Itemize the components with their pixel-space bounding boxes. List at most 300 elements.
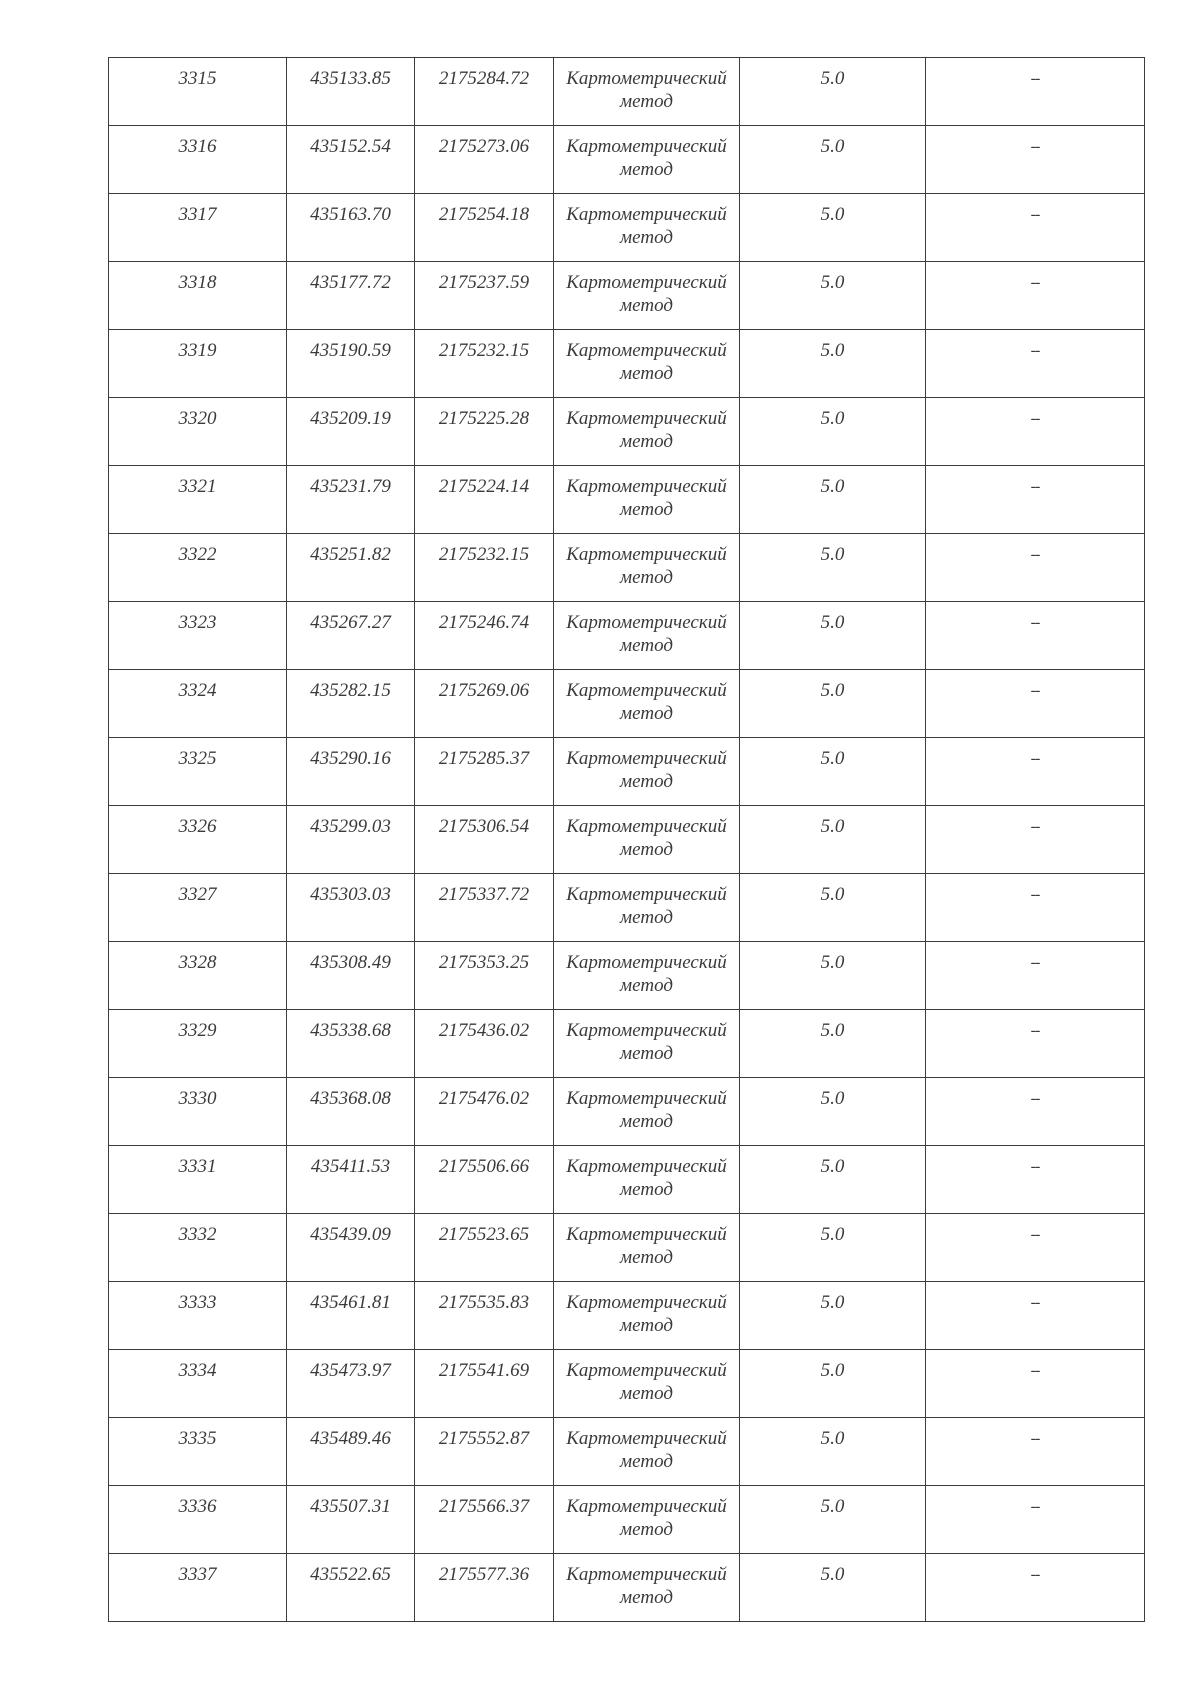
point-number-text: 3335 <box>178 1428 217 1449</box>
point-number-text: 3328 <box>178 952 217 973</box>
method-cell <box>554 262 740 330</box>
accuracy-text: 5.0 <box>820 1292 845 1313</box>
method-text-line1: Картометрический <box>566 340 727 361</box>
accuracy-cell <box>740 1554 926 1622</box>
table-row <box>109 806 1145 874</box>
method-text-line1: Картометрический <box>566 476 727 497</box>
note-cell <box>926 1282 1145 1350</box>
note-cell <box>926 330 1145 398</box>
y-coordinate-text: 2175436.02 <box>438 1020 530 1041</box>
point-number-text: 3330 <box>178 1088 217 1109</box>
y-coordinate-text: 2175337.72 <box>438 884 530 905</box>
point-number-cell <box>109 398 287 466</box>
point-number-cell <box>109 58 287 126</box>
note-text: -- <box>1030 546 1040 563</box>
y-coordinate-cell <box>415 1214 554 1282</box>
note-cell <box>926 398 1145 466</box>
point-number-cell <box>109 466 287 534</box>
y-coordinate-cell <box>415 194 554 262</box>
accuracy-cell <box>740 1418 926 1486</box>
table-row <box>109 1554 1145 1622</box>
accuracy-cell <box>740 1214 926 1282</box>
y-coordinate-text: 2175577.36 <box>438 1564 530 1585</box>
method-text-line2: метод <box>620 839 673 860</box>
accuracy-text: 5.0 <box>820 476 845 497</box>
method-cell <box>554 330 740 398</box>
accuracy-cell <box>740 1146 926 1214</box>
point-number-text: 3333 <box>178 1292 217 1313</box>
method-cell <box>554 1146 740 1214</box>
method-text-line1: Картометрический <box>566 1020 727 1041</box>
table-row <box>109 602 1145 670</box>
x-coordinate-text: 435133.85 <box>310 68 391 89</box>
point-number-text: 3327 <box>178 884 217 905</box>
method-text-line1: Картометрический <box>566 1428 727 1449</box>
y-coordinate-text: 2175246.74 <box>438 612 530 633</box>
method-text-line2: метод <box>620 363 673 384</box>
table-row <box>109 534 1145 602</box>
method-text-line2: метод <box>620 1587 673 1608</box>
x-coordinate-text: 435177.72 <box>310 272 391 293</box>
note-text: -- <box>1030 342 1040 359</box>
x-coordinate-text: 435303.03 <box>310 884 391 905</box>
accuracy-text: 5.0 <box>820 1360 845 1381</box>
y-coordinate-text: 2175232.15 <box>438 340 530 361</box>
method-text-line1: Картометрический <box>566 952 727 973</box>
accuracy-text: 5.0 <box>820 612 845 633</box>
method-cell <box>554 126 740 194</box>
note-cell <box>926 1486 1145 1554</box>
point-number-text: 3329 <box>178 1020 217 1041</box>
point-number-text: 3321 <box>178 476 217 497</box>
note-cell <box>926 1554 1145 1622</box>
point-number-cell <box>109 1282 287 1350</box>
point-number-cell <box>109 330 287 398</box>
y-coordinate-text: 2175225.28 <box>438 408 530 429</box>
method-text-line1: Картометрический <box>566 1564 727 1585</box>
table-row <box>109 58 1145 126</box>
x-coordinate-cell <box>287 466 415 534</box>
method-text-line2: метод <box>620 159 673 180</box>
accuracy-text: 5.0 <box>820 1020 845 1041</box>
y-coordinate-cell <box>415 262 554 330</box>
x-coordinate-cell <box>287 194 415 262</box>
method-cell <box>554 670 740 738</box>
y-coordinate-cell <box>415 670 554 738</box>
note-text: -- <box>1030 818 1040 835</box>
point-number-cell <box>109 1010 287 1078</box>
point-number-text: 3317 <box>178 204 217 225</box>
method-text-line2: метод <box>620 975 673 996</box>
table-row <box>109 874 1145 942</box>
accuracy-cell <box>740 330 926 398</box>
point-number-text: 3316 <box>178 136 217 157</box>
accuracy-cell <box>740 466 926 534</box>
note-text: -- <box>1030 410 1040 427</box>
point-number-cell <box>109 1486 287 1554</box>
method-text-line1: Картометрический <box>566 1088 727 1109</box>
y-coordinate-cell <box>415 602 554 670</box>
table-row <box>109 466 1145 534</box>
accuracy-text: 5.0 <box>820 272 845 293</box>
note-cell <box>926 466 1145 534</box>
x-coordinate-cell <box>287 1350 415 1418</box>
point-number-cell <box>109 806 287 874</box>
x-coordinate-text: 435251.82 <box>310 544 391 565</box>
y-coordinate-cell <box>415 398 554 466</box>
y-coordinate-cell <box>415 1486 554 1554</box>
method-text-line2: метод <box>620 1383 673 1404</box>
y-coordinate-text: 2175353.25 <box>438 952 530 973</box>
accuracy-text: 5.0 <box>820 1428 845 1449</box>
table-row <box>109 1486 1145 1554</box>
y-coordinate-cell <box>415 806 554 874</box>
table-row <box>109 194 1145 262</box>
table-row <box>109 1282 1145 1350</box>
accuracy-text: 5.0 <box>820 340 845 361</box>
y-coordinate-text: 2175566.37 <box>438 1496 530 1517</box>
x-coordinate-cell <box>287 1214 415 1282</box>
method-text-line2: метод <box>620 1451 673 1472</box>
method-text-line1: Картометрический <box>566 408 727 429</box>
y-coordinate-text: 2175254.18 <box>438 204 530 225</box>
method-cell <box>554 1554 740 1622</box>
x-coordinate-text: 435507.31 <box>310 1496 391 1517</box>
accuracy-text: 5.0 <box>820 816 845 837</box>
method-text-line2: метод <box>620 1247 673 1268</box>
method-text-line1: Картометрический <box>566 680 727 701</box>
table-row <box>109 330 1145 398</box>
point-number-text: 3318 <box>178 272 217 293</box>
method-text-line1: Картометрический <box>566 1360 727 1381</box>
x-coordinate-text: 435368.08 <box>310 1088 391 1109</box>
method-text-line2: метод <box>620 1111 673 1132</box>
note-cell <box>926 1418 1145 1486</box>
note-text: -- <box>1030 1566 1040 1583</box>
accuracy-text: 5.0 <box>820 680 845 701</box>
note-text: -- <box>1030 70 1040 87</box>
accuracy-text: 5.0 <box>820 1496 845 1517</box>
note-cell <box>926 534 1145 602</box>
point-number-text: 3337 <box>178 1564 217 1585</box>
method-text-line2: метод <box>620 1315 673 1336</box>
table-row <box>109 1214 1145 1282</box>
note-cell <box>926 806 1145 874</box>
accuracy-cell <box>740 670 926 738</box>
x-coordinate-text: 435461.81 <box>310 1292 391 1313</box>
x-coordinate-text: 435411.53 <box>310 1156 391 1177</box>
method-text-line1: Картометрический <box>566 1224 727 1245</box>
note-cell <box>926 194 1145 262</box>
y-coordinate-text: 2175541.69 <box>438 1360 530 1381</box>
x-coordinate-cell <box>287 1282 415 1350</box>
point-number-text: 3322 <box>178 544 217 565</box>
method-cell <box>554 942 740 1010</box>
x-coordinate-text: 435163.70 <box>310 204 391 225</box>
accuracy-cell <box>740 126 926 194</box>
x-coordinate-cell <box>287 738 415 806</box>
y-coordinate-cell <box>415 1010 554 1078</box>
table-row <box>109 738 1145 806</box>
method-cell <box>554 874 740 942</box>
x-coordinate-text: 435489.46 <box>310 1428 391 1449</box>
method-cell <box>554 602 740 670</box>
note-text: -- <box>1030 274 1040 291</box>
point-number-cell <box>109 194 287 262</box>
accuracy-cell <box>740 602 926 670</box>
y-coordinate-text: 2175476.02 <box>438 1088 530 1109</box>
x-coordinate-cell <box>287 806 415 874</box>
method-text-line2: метод <box>620 635 673 656</box>
x-coordinate-cell <box>287 330 415 398</box>
point-number-text: 3319 <box>178 340 217 361</box>
accuracy-cell <box>740 1350 926 1418</box>
x-coordinate-text: 435522.65 <box>310 1564 391 1585</box>
note-text: -- <box>1030 206 1040 223</box>
method-cell <box>554 534 740 602</box>
method-cell <box>554 194 740 262</box>
y-coordinate-cell <box>415 1078 554 1146</box>
accuracy-text: 5.0 <box>820 408 845 429</box>
method-text-line2: метод <box>620 1043 673 1064</box>
accuracy-cell <box>740 942 926 1010</box>
point-number-text: 3320 <box>178 408 217 429</box>
table-row <box>109 670 1145 738</box>
point-number-text: 3331 <box>178 1156 217 1177</box>
method-text-line1: Картометрический <box>566 612 727 633</box>
method-text-line2: метод <box>620 567 673 588</box>
note-text: -- <box>1030 1430 1040 1447</box>
table-row <box>109 262 1145 330</box>
method-cell <box>554 1214 740 1282</box>
table-body <box>109 58 1145 1622</box>
accuracy-text: 5.0 <box>820 204 845 225</box>
y-coordinate-text: 2175306.54 <box>438 816 530 837</box>
point-number-cell <box>109 942 287 1010</box>
method-text-line1: Картометрический <box>566 884 727 905</box>
point-number-text: 3323 <box>178 612 217 633</box>
note-cell <box>926 1214 1145 1282</box>
point-number-text: 3332 <box>178 1224 217 1245</box>
y-coordinate-cell <box>415 738 554 806</box>
accuracy-cell <box>740 1282 926 1350</box>
method-text-line2: метод <box>620 907 673 928</box>
y-coordinate-cell <box>415 1350 554 1418</box>
accuracy-text: 5.0 <box>820 952 845 973</box>
method-text-line1: Картометрический <box>566 816 727 837</box>
point-number-cell <box>109 670 287 738</box>
x-coordinate-cell <box>287 262 415 330</box>
table-row <box>109 126 1145 194</box>
accuracy-cell <box>740 398 926 466</box>
method-text-line2: метод <box>620 295 673 316</box>
y-coordinate-cell <box>415 1282 554 1350</box>
y-coordinate-cell <box>415 466 554 534</box>
x-coordinate-cell <box>287 58 415 126</box>
point-number-cell <box>109 1418 287 1486</box>
note-cell <box>926 1146 1145 1214</box>
method-cell <box>554 1486 740 1554</box>
y-coordinate-text: 2175523.65 <box>438 1224 530 1245</box>
note-text: -- <box>1030 1022 1040 1039</box>
point-number-text: 3324 <box>178 680 217 701</box>
method-cell <box>554 466 740 534</box>
point-number-text: 3336 <box>178 1496 217 1517</box>
x-coordinate-cell <box>287 126 415 194</box>
method-text-line1: Картометрический <box>566 1292 727 1313</box>
accuracy-text: 5.0 <box>820 1156 845 1177</box>
accuracy-text: 5.0 <box>820 136 845 157</box>
accuracy-cell <box>740 874 926 942</box>
method-text-line2: метод <box>620 771 673 792</box>
y-coordinate-cell <box>415 126 554 194</box>
point-number-text: 3334 <box>178 1360 217 1381</box>
accuracy-text: 5.0 <box>820 884 845 905</box>
method-text-line1: Картометрический <box>566 1156 727 1177</box>
method-text-line1: Картометрический <box>566 272 727 293</box>
x-coordinate-text: 435439.09 <box>310 1224 391 1245</box>
table-row <box>109 1350 1145 1418</box>
note-text: -- <box>1030 1294 1040 1311</box>
point-number-cell <box>109 738 287 806</box>
y-coordinate-cell <box>415 1146 554 1214</box>
accuracy-cell <box>740 738 926 806</box>
table-row <box>109 1078 1145 1146</box>
y-coordinate-cell <box>415 1418 554 1486</box>
note-cell <box>926 58 1145 126</box>
accuracy-text: 5.0 <box>820 1224 845 1245</box>
y-coordinate-cell <box>415 942 554 1010</box>
point-number-cell <box>109 602 287 670</box>
note-text: -- <box>1030 138 1040 155</box>
method-cell <box>554 1282 740 1350</box>
x-coordinate-cell <box>287 874 415 942</box>
accuracy-cell <box>740 1486 926 1554</box>
note-cell <box>926 942 1145 1010</box>
note-text: -- <box>1030 954 1040 971</box>
note-cell <box>926 262 1145 330</box>
method-cell <box>554 738 740 806</box>
y-coordinate-text: 2175284.72 <box>438 68 530 89</box>
point-number-cell <box>109 534 287 602</box>
method-text-line1: Картометрический <box>566 136 727 157</box>
y-coordinate-cell <box>415 1554 554 1622</box>
x-coordinate-text: 435338.68 <box>310 1020 391 1041</box>
note-text: -- <box>1030 1362 1040 1379</box>
x-coordinate-text: 435290.16 <box>310 748 391 769</box>
x-coordinate-cell <box>287 1554 415 1622</box>
coordinates-table <box>108 57 1145 1622</box>
note-cell <box>926 126 1145 194</box>
point-number-cell <box>109 1554 287 1622</box>
method-cell <box>554 58 740 126</box>
note-text: -- <box>1030 614 1040 631</box>
accuracy-cell <box>740 534 926 602</box>
point-number-cell <box>109 874 287 942</box>
x-coordinate-text: 435308.49 <box>310 952 391 973</box>
x-coordinate-cell <box>287 670 415 738</box>
x-coordinate-text: 435473.97 <box>310 1360 391 1381</box>
y-coordinate-text: 2175506.66 <box>438 1156 530 1177</box>
table-row <box>109 942 1145 1010</box>
accuracy-text: 5.0 <box>820 1564 845 1585</box>
x-coordinate-text: 435267.27 <box>310 612 391 633</box>
note-text: -- <box>1030 750 1040 767</box>
method-cell <box>554 1078 740 1146</box>
method-cell <box>554 806 740 874</box>
table-row <box>109 1146 1145 1214</box>
table-row <box>109 398 1145 466</box>
accuracy-cell <box>740 58 926 126</box>
accuracy-text: 5.0 <box>820 1088 845 1109</box>
x-coordinate-text: 435231.79 <box>310 476 391 497</box>
note-text: -- <box>1030 478 1040 495</box>
y-coordinate-text: 2175224.14 <box>438 476 530 497</box>
note-cell <box>926 1078 1145 1146</box>
accuracy-cell <box>740 806 926 874</box>
method-text-line2: метод <box>620 1179 673 1200</box>
note-text: -- <box>1030 682 1040 699</box>
y-coordinate-text: 2175273.06 <box>438 136 530 157</box>
x-coordinate-cell <box>287 1010 415 1078</box>
accuracy-cell <box>740 194 926 262</box>
x-coordinate-text: 435190.59 <box>310 340 391 361</box>
method-text-line2: метод <box>620 227 673 248</box>
x-coordinate-cell <box>287 534 415 602</box>
point-number-cell <box>109 1350 287 1418</box>
method-text-line2: метод <box>620 431 673 452</box>
method-cell <box>554 1010 740 1078</box>
note-cell <box>926 1350 1145 1418</box>
x-coordinate-cell <box>287 942 415 1010</box>
x-coordinate-cell <box>287 1146 415 1214</box>
y-coordinate-cell <box>415 58 554 126</box>
note-text: -- <box>1030 1226 1040 1243</box>
method-cell <box>554 1418 740 1486</box>
x-coordinate-text: 435282.15 <box>310 680 391 701</box>
method-text-line2: метод <box>620 91 673 112</box>
y-coordinate-text: 2175552.87 <box>438 1428 530 1449</box>
point-number-cell <box>109 1146 287 1214</box>
note-cell <box>926 1010 1145 1078</box>
x-coordinate-cell <box>287 1418 415 1486</box>
table-row <box>109 1418 1145 1486</box>
accuracy-text: 5.0 <box>820 68 845 89</box>
x-coordinate-cell <box>287 1486 415 1554</box>
x-coordinate-cell <box>287 1078 415 1146</box>
point-number-cell <box>109 1078 287 1146</box>
method-text-line2: метод <box>620 703 673 724</box>
note-cell <box>926 874 1145 942</box>
point-number-text: 3326 <box>178 816 217 837</box>
y-coordinate-text: 2175237.59 <box>438 272 530 293</box>
x-coordinate-text: 435209.19 <box>310 408 391 429</box>
x-coordinate-text: 435299.03 <box>310 816 391 837</box>
note-text: -- <box>1030 1158 1040 1175</box>
table-row <box>109 1010 1145 1078</box>
y-coordinate-text: 2175232.15 <box>438 544 530 565</box>
y-coordinate-text: 2175535.83 <box>438 1292 530 1313</box>
point-number-text: 3315 <box>178 68 217 89</box>
point-number-cell <box>109 1214 287 1282</box>
note-text: -- <box>1030 1090 1040 1107</box>
accuracy-text: 5.0 <box>820 748 845 769</box>
x-coordinate-text: 435152.54 <box>310 136 391 157</box>
y-coordinate-cell <box>415 874 554 942</box>
method-text-line2: метод <box>620 1519 673 1540</box>
accuracy-cell <box>740 1078 926 1146</box>
note-cell <box>926 670 1145 738</box>
